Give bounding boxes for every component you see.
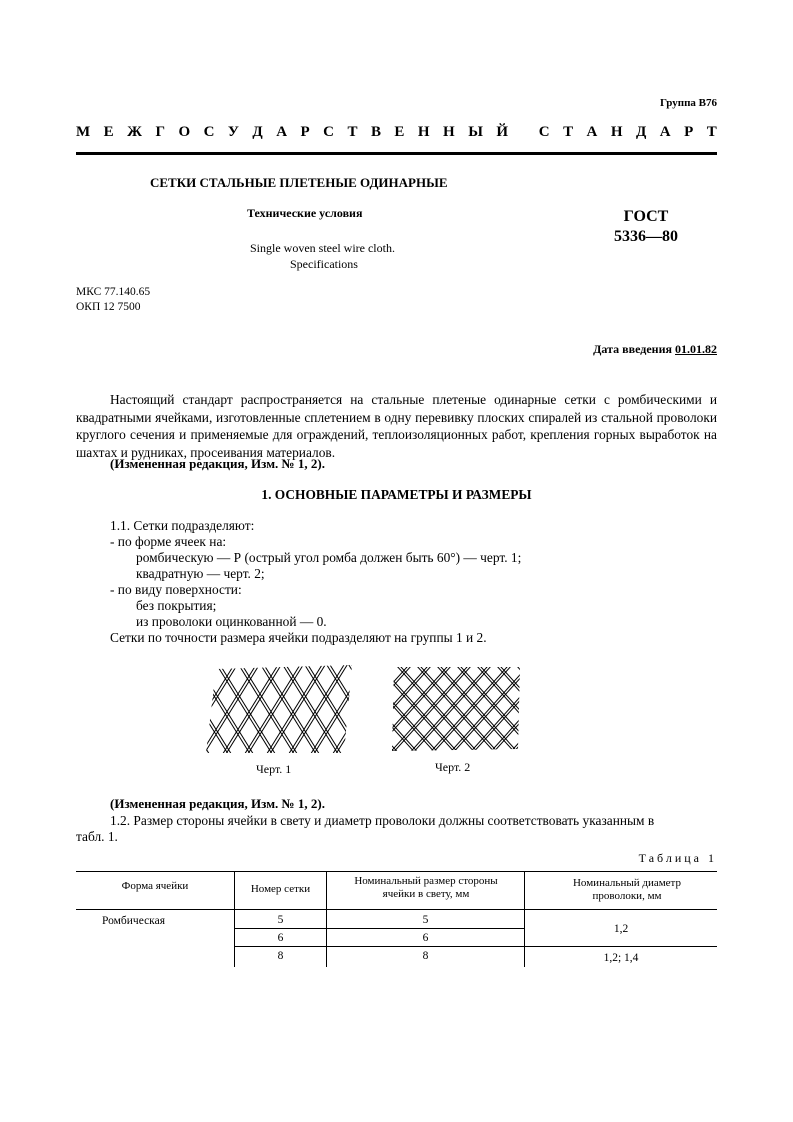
table-cell-size: 8: [422, 950, 429, 962]
mesh-wire: [350, 661, 354, 757]
okp-code: ОКП 12 7500: [76, 301, 141, 313]
list-item: ромбическую — Р (острый угол ромба должен быть 60°) — черт. 1;: [136, 550, 522, 565]
document-subtitle: Технические условия: [247, 206, 363, 220]
mesh-wire: [416, 661, 501, 755]
mesh-wire: [468, 661, 524, 755]
mesh-wire: [436, 661, 521, 755]
banner-letter: Н: [610, 124, 623, 140]
banner-letter: Е: [103, 124, 114, 140]
header-rule: [76, 152, 717, 155]
banner-letter: О: [178, 124, 191, 140]
mesh-wire: [391, 661, 476, 755]
list-item: - по виду поверхности:: [110, 582, 242, 597]
banner-letter: А: [586, 124, 598, 140]
mesh-wire: [408, 661, 493, 755]
banner-letter: С: [323, 124, 334, 140]
table-cell-number: 6: [277, 932, 284, 944]
section-heading: 1. ОСНОВНЫЕ ПАРАМЕТРЫ И РАЗМЕРЫ: [261, 487, 532, 502]
table-cell-diameter: 1,2: [613, 923, 629, 935]
mesh-wire: [224, 661, 284, 757]
gost-number: [614, 207, 678, 247]
table-1: [76, 871, 717, 967]
mesh-wire: [246, 661, 306, 757]
mesh-wire: [240, 661, 300, 757]
banner-letter: Р: [684, 124, 694, 140]
english-title: Single woven steel wire cloth.: [250, 241, 395, 255]
banner-letter: В: [370, 124, 381, 140]
mesh-wire: [388, 661, 416, 755]
list-item: 1.1. Сетки подразделяют:: [110, 518, 255, 533]
column-header: Номинальный размер стороны ячейки в свету, мм: [354, 875, 498, 900]
column-header: Форма ячейки: [121, 880, 189, 892]
banner-letter: Т: [706, 124, 717, 140]
mesh-wire: [236, 661, 296, 757]
mesh-wire: [388, 661, 392, 755]
square-mesh-figure: [388, 661, 524, 755]
figure-1-caption: Черт. 1: [256, 762, 292, 776]
list-item: без покрытия;: [136, 598, 217, 613]
mesh-wire: [202, 661, 262, 757]
amendment-note: (Измененная редакция, Изм. № 1, 2).: [110, 456, 325, 471]
banner-letter: [522, 124, 526, 141]
mesh-wire: [428, 661, 513, 755]
document-title: СЕТКИ СТАЛЬНЫЕ ПЛЕТЕНЫЕ ОДИНАРНЫЕ: [150, 175, 448, 190]
mesh-wire: [290, 661, 350, 757]
banner-letter: Й: [496, 124, 509, 140]
table-cell-diameter: 1,2; 1,4: [603, 952, 639, 964]
mesh-wire: [218, 661, 278, 757]
mesh-wire: [243, 661, 303, 757]
banner-letter: Е: [394, 124, 405, 140]
mesh-wire: [258, 661, 318, 757]
mesh-wire: [262, 661, 322, 757]
mesh-wire: [396, 661, 481, 755]
clause-1-2-continued: табл. 1.: [76, 829, 118, 844]
banner-letter: Г: [155, 124, 165, 140]
mesh-wire: [221, 661, 281, 757]
banner-letter: Д: [636, 124, 647, 140]
table-cell-number: 8: [277, 950, 284, 962]
interstate-standard-banner: [76, 124, 717, 141]
mesh-wire: [202, 661, 211, 757]
mesh-wire: [287, 661, 347, 757]
mesh-wire: [202, 661, 218, 757]
banner-letter: М: [76, 124, 91, 140]
banner-letter: С: [203, 124, 215, 140]
mesh-wire: [284, 661, 344, 757]
banner-letter: Ы: [468, 124, 483, 140]
table-cell-shape: Ромбическая: [101, 915, 165, 927]
mesh-wire: [202, 661, 208, 757]
banner-letter: Т: [347, 124, 358, 140]
mesh-wire: [280, 661, 340, 757]
column-header: Номинальный диаметр проволоки, мм: [572, 877, 682, 902]
mesh-wire: [388, 661, 397, 755]
effective-date: [593, 342, 717, 357]
classification-codes: [76, 285, 150, 315]
list-item: - по форме ячеек на:: [110, 534, 227, 549]
table-cell-size: 6: [422, 932, 429, 944]
gost-code: 5336—80: [614, 228, 678, 245]
banner-letter: Д: [252, 124, 263, 140]
list-item: квадратную — черт. 2;: [136, 566, 265, 581]
banner-letter: Ж: [127, 124, 142, 140]
english-subtitle: Specifications: [290, 257, 358, 271]
effective-date-value: 01.01.82: [675, 342, 717, 356]
table-cell-size: 5: [422, 914, 429, 926]
banner-letter: Н: [443, 124, 455, 140]
table-cell-number: 5: [277, 914, 284, 926]
group-code: Группа В76: [659, 97, 717, 109]
banner-letter: А: [659, 124, 671, 140]
table-label: Таблица 1: [638, 851, 717, 865]
banner-letter: У: [227, 124, 239, 140]
amendment-note: (Измененная редакция, Изм. № 1, 2).: [110, 796, 325, 811]
mesh-wire: [346, 661, 354, 757]
mesh-wire: [214, 661, 274, 757]
mesh-wire: [268, 661, 328, 757]
mesh-wire: [411, 661, 496, 755]
gost-label: ГОСТ: [623, 208, 669, 225]
banner-letter: С: [538, 124, 550, 140]
effective-date-label: Дата введения: [593, 342, 672, 356]
mesh-wire: [431, 661, 516, 755]
rhombic-mesh-figure: [202, 661, 354, 757]
mks-code: МКС 77.140.65: [76, 286, 151, 298]
list-item: из проволоки оцинкованной — 0.: [136, 614, 327, 629]
banner-letter: Р: [300, 124, 310, 140]
column-header: Номер сетки: [250, 883, 311, 895]
list-item: Сетки по точности размера ячейки подразделяют на группы 1 и 2.: [110, 630, 487, 645]
mesh-wire: [353, 661, 354, 757]
clause-1-2: 1.2. Размер стороны ячейки в свету и диаметр проволоки должны соответствовать указанным в: [110, 813, 655, 828]
figure-2-caption: Черт. 2: [435, 760, 471, 774]
mesh-wire: [388, 661, 472, 755]
banner-letter: Т: [563, 124, 574, 140]
banner-letter: Н: [417, 124, 430, 140]
mesh-wire: [265, 661, 325, 757]
intro-paragraph: Настоящий стандарт распространяется на стальные плетеные одинарные сетки с ромбическими и квадратными ячейками, изготовленные сплетением в одну перевивку плоских спиралей из стальной проволоки круглого сечения и применяемые для ограждений, теплоизоляционных работ, крепления горных выработок на шахтах и рудниках, просеивания материалов.: [76, 392, 717, 460]
banner-letter: А: [276, 124, 288, 140]
